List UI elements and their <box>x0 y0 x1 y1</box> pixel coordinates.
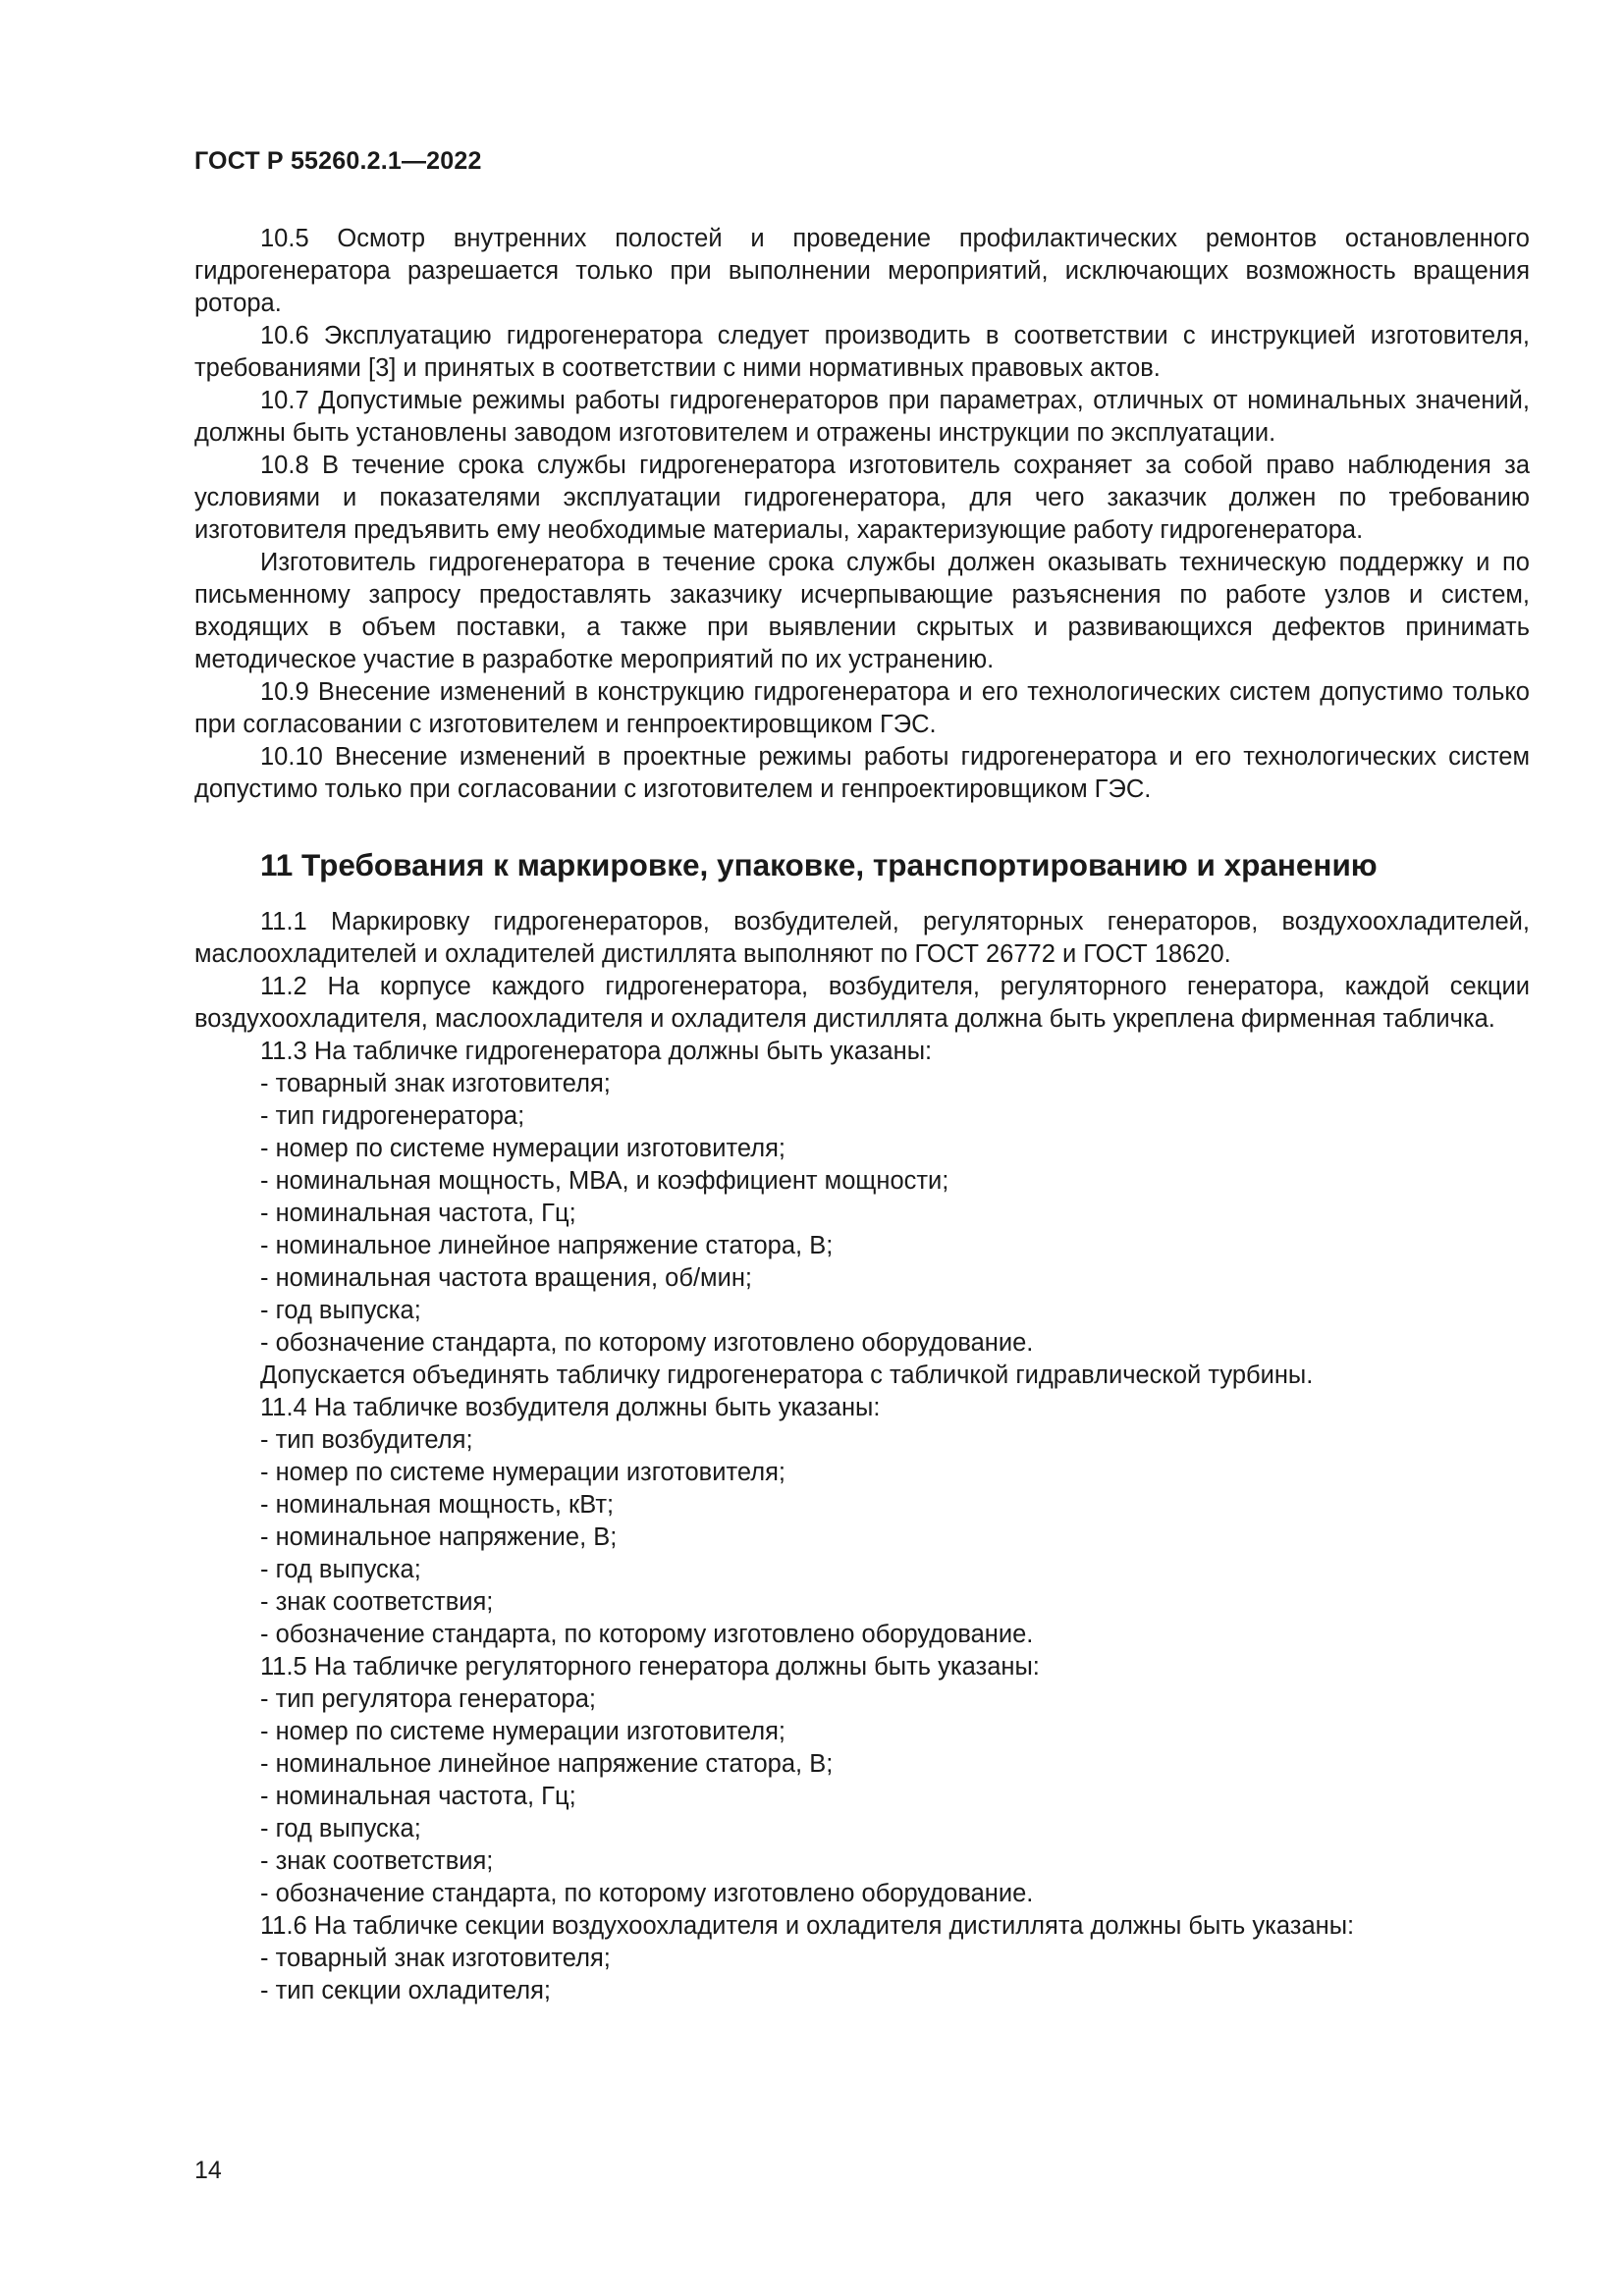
list-item: - номер по системе нумерации изготовителя; <box>260 1459 785 1486</box>
list-item: - номинальная частота вращения, об/мин; <box>260 1264 752 1292</box>
paragraph-11-3-intro: 11.3 На табличке гидрогенератора должны быть указаны: <box>260 1038 933 1065</box>
list-item: - год выпуска; <box>260 1815 421 1842</box>
paragraph-10-6: 10.6 Эксплуатацию гидрогенератора следует производить в соответствии с инструкцией изготовителя, требованиями [3] и принятых в соответствии с ними нормативных правовых актов. <box>194 322 1530 382</box>
paragraph-11-5-intro: 11.5 На табличке регуляторного генератора должны быть указаны: <box>260 1653 1040 1681</box>
list-item: - тип возбудителя; <box>260 1426 473 1454</box>
list-item: - товарный знак изготовителя; <box>260 1945 611 1972</box>
list-item: - номинальное напряжение, В; <box>260 1523 618 1551</box>
list-11-3 <box>194 1068 1530 1360</box>
list-item: - тип гидрогенератора; <box>260 1102 525 1130</box>
list-item: - товарный знак изготовителя; <box>260 1070 611 1097</box>
list-item: - знак соответствия; <box>260 1847 494 1875</box>
list-11-6 <box>194 1943 1530 2007</box>
paragraph-11-1: 11.1 Маркировку гидрогенераторов, возбудителей, регуляторных генераторов, воздухоохладителей, маслоохладителей и охладителей дистиллята выполняют по ГОСТ 26772 и ГОСТ 18620. <box>194 908 1530 968</box>
list-item: - тип регулятора генератора; <box>260 1685 596 1713</box>
list-item: - знак соответствия; <box>260 1588 494 1616</box>
paragraph-11-3-note: Допускается объединять табличку гидрогенератора с табличкой гидравлической турбины. <box>260 1362 1314 1389</box>
list-item: - обозначение стандарта, по которому изготовлено оборудование. <box>260 1880 1034 1907</box>
list-item: - номинальная частота, Гц; <box>260 1200 576 1227</box>
list-item: - тип секции охладителя; <box>260 1977 551 2004</box>
list-item: - обозначение стандарта, по которому изготовлено оборудование. <box>260 1621 1034 1648</box>
paragraph-10-8-continued: Изготовитель гидрогенератора в течение срока службы должен оказывать техническую поддержку и по письменному запросу предоставлять заказчику исчерпывающие разъяснения по работе узлов и систем, входящих в объем поставки, а также при выявлении скрытых и развивающихся дефектов принимать методическое участие в разработке мероприятий по их устранению. <box>194 549 1530 673</box>
paragraph-10-9: 10.9 Внесение изменений в конструкцию гидрогенератора и его технологических систем допустимо только при согласовании с изготовителем и генпроектировщиком ГЭС. <box>194 678 1530 738</box>
list-item: - номер по системе нумерации изготовителя; <box>260 1135 785 1162</box>
list-item: - год выпуска; <box>260 1297 421 1324</box>
list-item: - год выпуска; <box>260 1556 421 1583</box>
list-item: - номинальная мощность, МВА, и коэффициент мощности; <box>260 1167 949 1195</box>
paragraph-11-4-intro: 11.4 На табличке возбудителя должны быть указаны: <box>260 1394 881 1421</box>
section-11-heading: 11 Требования к маркировке, упаковке, транспортированию и хранению <box>260 847 1378 882</box>
list-item: - номер по системе нумерации изготовителя; <box>260 1718 785 1745</box>
document-header-code: ГОСТ Р 55260.2.1—2022 <box>194 147 482 175</box>
list-item: - номинальное линейное напряжение статора, В; <box>260 1232 834 1259</box>
list-item: - номинальная частота, Гц; <box>260 1783 576 1810</box>
document-body <box>194 223 1530 2007</box>
list-item: - обозначение стандарта, по которому изготовлено оборудование. <box>260 1329 1034 1357</box>
list-item: - номинальная мощность, кВт; <box>260 1491 615 1519</box>
paragraph-10-5: 10.5 Осмотр внутренних полостей и проведение профилактических ремонтов остановленного гидрогенератора разрешается только при выполнении мероприятий, исключающих возможность вращения ротора. <box>194 225 1530 317</box>
paragraph-11-6-intro: 11.6 На табличке секции воздухоохладителя и охладителя дистиллята должны быть указаны: <box>260 1912 1355 1940</box>
list-11-5 <box>194 1683 1530 1910</box>
paragraph-11-2: 11.2 На корпусе каждого гидрогенератора, возбудителя, регуляторного генератора, каждой секции воздухоохладителя, маслоохладителя и охладителя дистиллята должна быть укреплена фирменная табличка. <box>194 973 1530 1033</box>
paragraph-10-8: 10.8 В течение срока службы гидрогенератора изготовитель сохраняет за собой право наблюдения за условиями и показателями эксплуатации гидрогенератора, для чего заказчик должен по требованию изготовителя предъявить ему необходимые материалы, характеризующие работу гидрогенератора. <box>194 452 1530 544</box>
paragraph-10-10: 10.10 Внесение изменений в проектные режимы работы гидрогенератора и его технологических систем допустимо только при согласовании с изготовителем и генпроектировщиком ГЭС. <box>194 743 1530 803</box>
list-11-4 <box>194 1424 1530 1651</box>
paragraph-10-7: 10.7 Допустимые режимы работы гидрогенераторов при параметрах, отличных от номинальных значений, должны быть установлены заводом изготовителем и отражены инструкции по эксплуатации. <box>194 387 1530 447</box>
list-item: - номинальное линейное напряжение статора, В; <box>260 1750 834 1778</box>
page-number: 14 <box>194 2157 222 2184</box>
